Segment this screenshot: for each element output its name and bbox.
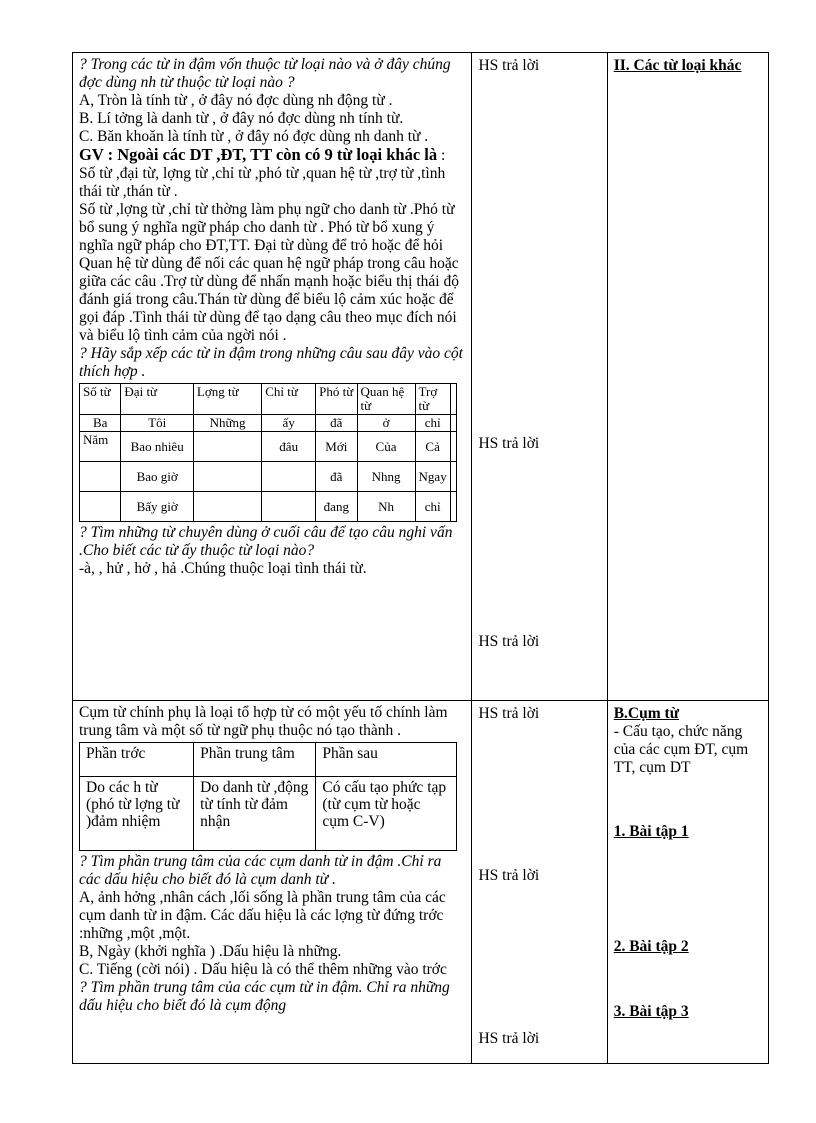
teacher-note-bold: GV : Ngoài các DT ,ĐT, TT còn có 9 từ loại khác là	[79, 145, 438, 164]
header-cell: Lợng từ	[193, 384, 261, 415]
table-row	[80, 415, 457, 432]
exercise-1-label: 1. Bài tập 1	[613, 823, 689, 840]
table-cell: Tôi	[121, 415, 194, 432]
phrase-intro: Cụm từ chính phụ là loại tổ hợp từ có một yếu tố chính làm trung tâm và một số từ ngữ phụ thuộc nó tạo thành .	[79, 704, 448, 739]
table-cell: Năm	[80, 432, 121, 462]
table-cell	[450, 415, 456, 432]
header-cell	[450, 384, 456, 415]
lesson-table	[72, 52, 769, 1064]
answer-a: A, ảnh hởng ,nhân cách ,lối sống là phần trung tâm của các cụm danh từ in đậm. Các dấu hiệu là các lợng từ đứng trớc :những ,một ,một.	[79, 889, 446, 942]
student-response-label: HS trả lời	[478, 57, 540, 74]
student-column	[472, 53, 607, 701]
table-cell: chỉ	[415, 492, 450, 522]
student-response-label: HS trả lời	[478, 633, 540, 650]
table-cell: đang	[316, 492, 357, 522]
table-cell	[450, 492, 456, 522]
table-cell	[262, 462, 316, 492]
table-cell: Của	[357, 432, 415, 462]
table-row	[80, 492, 457, 522]
table-cell: Do các h từ (phó từ lợng từ )đảm nhiệm	[80, 777, 194, 851]
summary-column	[607, 701, 768, 1064]
header-cell: Chỉ từ	[262, 384, 316, 415]
header-cell: Đại từ	[121, 384, 194, 415]
table-cell: Mới	[316, 432, 357, 462]
word-class-header-row	[80, 384, 457, 415]
section-description: - Cấu tạo, chức năng của các cụm ĐT, cụm TT, cụm DT	[613, 723, 749, 776]
question-4: ? Tìm phần trung tâm của các cụm danh từ in đậm .Chỉ ra các dấu hiệu cho biết đó là cụm danh từ .	[79, 853, 442, 888]
answer-3: -à, , hử , hở , hả .Chúng thuộc loại tình thái từ.	[79, 560, 367, 577]
header-cell: Phần trớc	[80, 743, 194, 777]
table-cell: đã	[316, 462, 357, 492]
teacher-column	[73, 701, 472, 1064]
table-cell: ở	[357, 415, 415, 432]
table-cell: chỉ	[415, 415, 450, 432]
table-cell: đâu	[262, 432, 316, 462]
exercise-3-label: 3. Bài tập 3	[613, 1003, 689, 1020]
table-cell	[193, 492, 261, 522]
section-row-phrases	[73, 701, 769, 1064]
table-cell: Những	[193, 415, 261, 432]
exercise-2-label: 2. Bài tập 2	[613, 938, 689, 955]
answer-c: C. Tiếng (cời nói) . Dấu hiệu là có thể thêm những vào trớc	[79, 961, 447, 978]
table-row	[80, 777, 457, 851]
section-title: II. Các từ loại khác	[613, 57, 742, 74]
phrase-header-row	[80, 743, 457, 777]
table-cell: Bao nhiêu	[121, 432, 194, 462]
table-cell	[193, 462, 261, 492]
table-cell: ấy	[262, 415, 316, 432]
question-5: ? Tìm phần trung tâm của các cụm từ in đậm. Chỉ ra những dấu hiệu cho biết đó là cụm động	[79, 979, 450, 1014]
question-2: ? Hãy sắp xếp các từ in đậm trong những câu sau đây vào cột thích hợp .	[79, 345, 463, 380]
answer-b: B. Lí tởng là danh từ , ở đây nó đợc dùng nh tính từ.	[79, 110, 404, 127]
header-cell: Phần sau	[316, 743, 457, 777]
table-cell: Nh	[357, 492, 415, 522]
answer-a: A, Tròn là tính từ , ở đây nó đợc dùng nh động từ .	[79, 92, 393, 109]
table-cell: Bao giờ	[121, 462, 194, 492]
header-cell: Số từ	[80, 384, 121, 415]
word-class-table	[79, 383, 457, 522]
header-cell: Trợ từ	[415, 384, 450, 415]
answer-b: B, Ngày (khởi nghĩa ) .Dấu hiệu là những.	[79, 943, 342, 960]
student-column	[472, 701, 607, 1064]
table-cell: Nhng	[357, 462, 415, 492]
student-response-label: HS trả lời	[478, 1030, 540, 1047]
teacher-column	[73, 53, 472, 701]
table-cell	[193, 432, 261, 462]
table-cell: Cả	[415, 432, 450, 462]
table-cell: Bấy giờ	[121, 492, 194, 522]
table-cell: đã	[316, 415, 357, 432]
table-cell	[80, 462, 121, 492]
phrase-structure-table	[79, 742, 457, 851]
table-cell	[450, 432, 456, 462]
table-cell	[262, 492, 316, 522]
header-cell: Phần trung tâm	[194, 743, 316, 777]
table-cell	[450, 462, 456, 492]
section-row-word-classes	[73, 53, 769, 701]
student-response-label: HS trả lời	[478, 435, 540, 452]
teacher-note	[79, 146, 465, 201]
summary-column	[607, 53, 768, 701]
lesson-page	[72, 52, 769, 1067]
table-cell: Có cấu tạo phức tạp (từ cụm từ hoặc cụm C-V)	[316, 777, 457, 851]
question-1: ? Trong các từ in đậm vốn thuộc từ loại nào và ở đây chúng đợc dùng nh từ thuộc từ loại nào ?	[79, 56, 451, 91]
table-cell: Do danh từ ,động từ tính từ đảm nhận	[194, 777, 316, 851]
header-cell: Quan hệ từ	[357, 384, 415, 415]
table-cell: Ba	[80, 415, 121, 432]
question-3: ? Tìm những từ chuyên dùng ở cuối câu để tạo câu nghi vấn .Cho biết các từ ấy thuộc từ loại nào?	[79, 524, 453, 559]
student-response-label: HS trả lời	[478, 705, 540, 722]
table-cell	[80, 492, 121, 522]
table-row	[80, 432, 457, 462]
explanation-paragraph: Số từ ,lợng từ ,chỉ từ thờng làm phụ ngữ cho danh từ .Phó từ bổ sung ý nghĩa ngữ pháp cho danh từ . Phó từ bổ xung ý nghĩa ngữ pháp cho ĐT,TT. Đại từ dùng để trỏ hoặc để hỏi Quan hệ từ dùng để nối các quan hệ ngữ pháp trong câu hoặc giữa các câu .Trợ từ dùng để nhấn mạnh hoặc biểu thị thái độ đánh giá trong câu.Thán từ dùng để biểu lộ cảm xúc hoặc để gọi đáp .Tình thái từ dùng để tạo dạng câu theo mục đích nói và biểu lộ tình cảm của ngời nói .	[79, 201, 459, 344]
table-cell: Ngay	[415, 462, 450, 492]
answer-c: C. Băn khoăn là tính từ , ở đây nó đợc dùng nh danh từ .	[79, 128, 429, 145]
section-title: B.Cụm từ	[613, 705, 679, 722]
teacher-note-rest: : Số từ ,đại từ, lợng từ ,chỉ từ ,phó từ ,quan hệ từ ,trợ từ ,tình thái từ ,thán từ .	[79, 147, 446, 200]
table-row	[80, 462, 457, 492]
student-response-label: HS trả lời	[478, 867, 540, 884]
header-cell: Phó từ	[316, 384, 357, 415]
